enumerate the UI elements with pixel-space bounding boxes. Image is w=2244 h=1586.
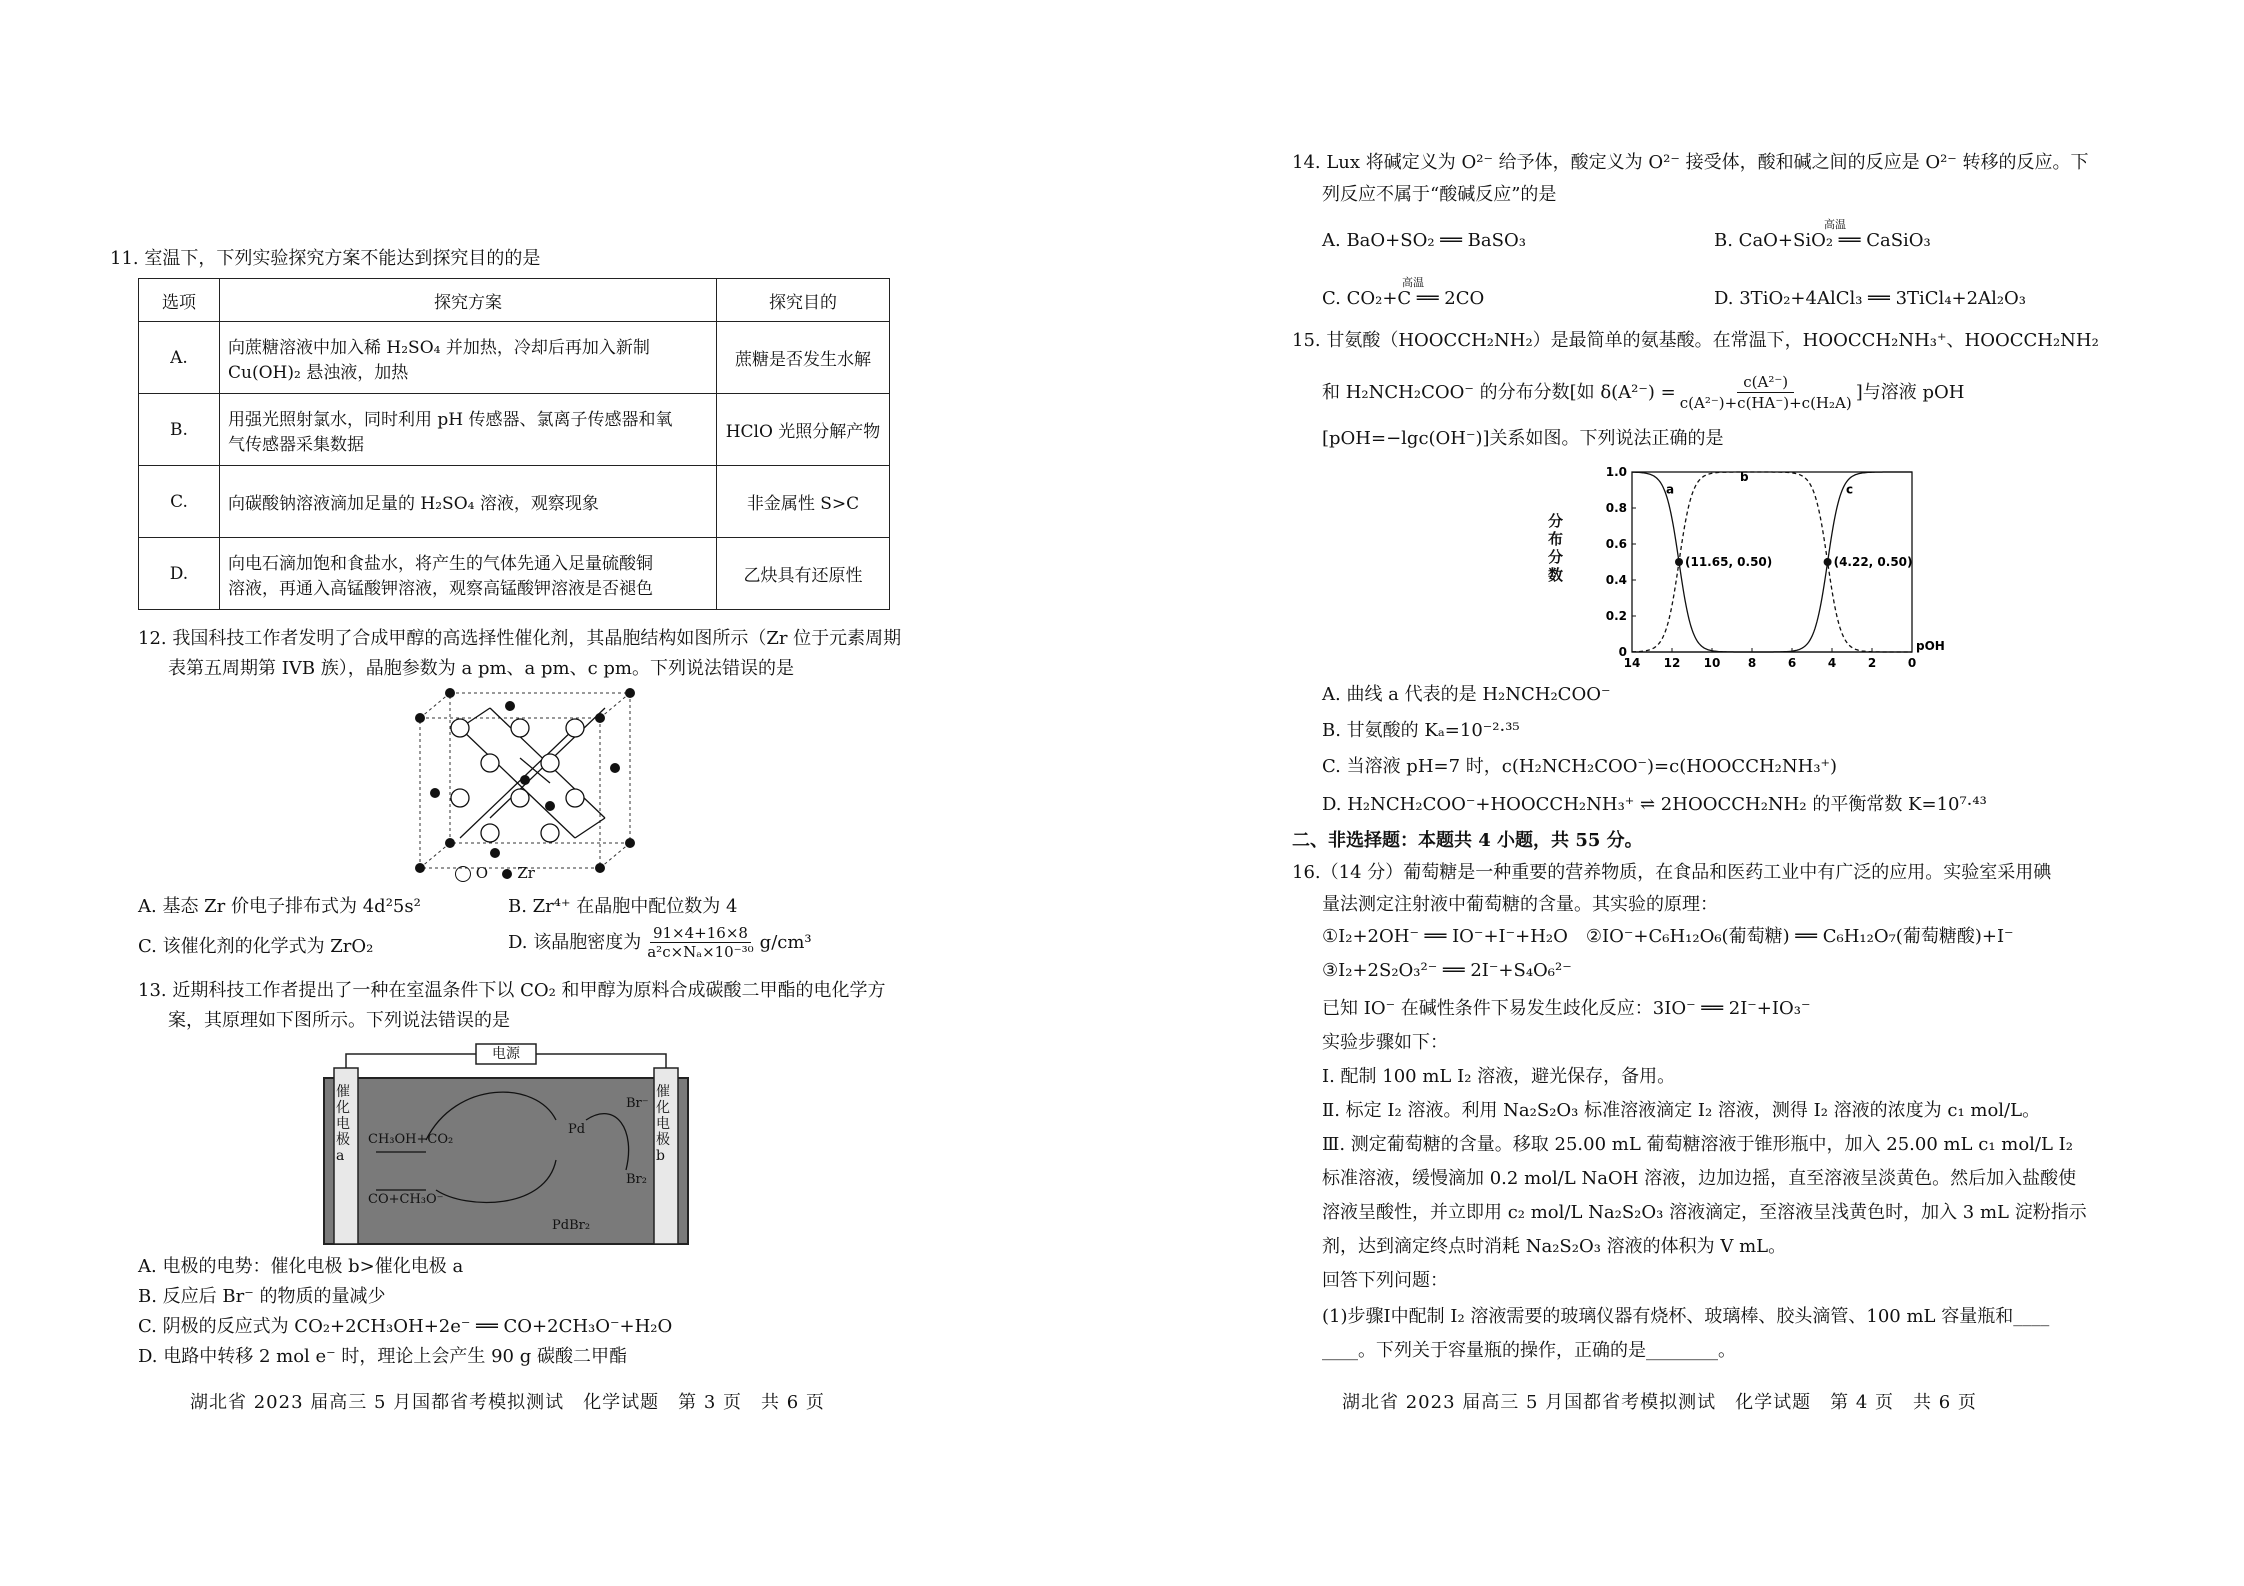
q15-stem-1: 15. 甘氨酸（HOOCCH₂NH₂）是最简单的氨基酸。在常温下，HOOCCH₂NH₃⁺、HOOCCH₂NH₂ <box>1292 330 2099 351</box>
electrolysis-figure <box>306 1040 706 1246</box>
q16-line-8: Ⅱ. 标定 I₂ 溶液。利用 Na₂S₂O₃ 标准溶液滴定 I₂ 溶液，测得 I₂ 溶液的浓度为 c₁ mol/L。 <box>1322 1100 2041 1121</box>
electrode-a-label: 催化电极a <box>336 1084 350 1164</box>
table-row <box>139 538 890 610</box>
x-tick-label: 10 <box>1703 656 1721 670</box>
x-tick-label: 0 <box>1907 656 1917 670</box>
row-goal: 蔗糖是否发生水解 <box>717 322 890 394</box>
stem2-suffix: ]与溶液 pOH <box>1855 381 1965 403</box>
product-label: CO+CH₃O⁻ <box>368 1192 444 1207</box>
oxygen-circle-icon <box>455 866 471 882</box>
q16-line-9: Ⅲ. 测定葡萄糖的含量。移取 25.00 mL 葡萄糖溶液于锥形瓶中，加入 25.00 mL c₁ mol/L I₂ <box>1322 1134 2073 1155</box>
y-tick-label: 0 <box>1618 645 1627 659</box>
q16-line-13: 回答下列问题： <box>1322 1270 1448 1291</box>
y-tick-label: 1.0 <box>1605 465 1627 479</box>
table-header-row <box>139 279 890 322</box>
y-tick-label: 0.6 <box>1605 537 1627 551</box>
pdbr2-label: PdBr₂ <box>552 1218 591 1233</box>
density-unit: g/cm³ <box>759 931 812 953</box>
q14-option-b <box>1714 218 1931 256</box>
q12-option-b: B. Zr⁴⁺ 在晶胞中配位数为 4 <box>508 896 738 917</box>
q11-table <box>138 278 890 610</box>
right-footer: 湖北省 2023 届高三 5 月国都省考模拟测试 化学试题 第 4 页 共 6 页 <box>1342 1392 1977 1413</box>
key-point <box>1675 558 1683 566</box>
stem2-prefix: 和 H₂NCH₂COO⁻ 的分布分数[如 δ(A²⁻) = <box>1322 381 1676 403</box>
fraction-denominator: a²c×Nₐ×10⁻³⁰ <box>647 943 754 961</box>
q15-option-d: D. H₂NCH₂COO⁻+HOOCCH₂NH₃⁺ ⇌ 2HOOCCH₂NH₂ 的平衡常数 K=10⁷·⁴³ <box>1322 794 1987 815</box>
density-fraction <box>647 924 753 961</box>
option-c-condition: 高温 <box>1402 276 1424 289</box>
legend-o-label: O <box>475 864 489 882</box>
q13-option-c: C. 阴极的反应式为 CO₂+2CH₃OH+2e⁻ ══ CO+2CH₃O⁻+H₂O <box>138 1316 673 1337</box>
row-plan <box>220 394 717 466</box>
q11-stem: 11. 室温下，下列实验探究方案不能达到探究目的的是 <box>110 248 541 269</box>
fraction-denominator: c(A²⁻)+c(HA⁻)+c(H₂A) <box>1679 394 1852 412</box>
q14-option-d: D. 3TiO₂+4AlCl₃ ══ 3TiCl₄+2Al₂O₃ <box>1714 288 2027 309</box>
q13-stem-2: 案，其原理如下图所示。下列说法错误的是 <box>168 1010 510 1031</box>
q16-line-6: 实验步骤如下： <box>1322 1032 1448 1053</box>
key-point-label: (4.22, 0.50) <box>1833 555 1913 569</box>
reactant-label: CH₃OH+CO₂ <box>368 1132 454 1147</box>
zirconium-dot-icon <box>502 869 512 879</box>
plan-line: 溶液，再通入高锰酸钾溶液，观察高锰酸钾溶液是否褪色 <box>228 578 653 599</box>
q16-line-3: ①I₂+2OH⁻ ══ IO⁻+I⁻+H₂O ②IO⁻+C₆H₁₂O₆(葡萄糖) ══ C₆H₁₂O₇(葡萄糖酸)+I⁻ <box>1322 926 2014 947</box>
table-row <box>139 466 890 538</box>
q15-option-c: C. 当溶液 pH=7 时，c(H₂NCH₂COO⁻)=c(HOOCCH₂NH₃⁺) <box>1322 756 1838 777</box>
x-tick-label: 2 <box>1867 656 1877 670</box>
q12-option-a: A. 基态 Zr 价电子排布式为 4d²5s² <box>138 896 421 917</box>
row-option: D. <box>139 538 220 610</box>
plan-line: 向电石滴加饱和食盐水，将产生的气体先通入足量硫酸铜 <box>228 553 653 574</box>
row-option: A. <box>139 322 220 394</box>
option-c-text: C. CO₂+C ══ 2CO <box>1322 288 1485 309</box>
q16-line-11: 溶液呈酸性，并立即用 c₂ mol/L Na₂S₂O₃ 溶液滴定，至溶液呈浅黄色时，加入 3 mL 淀粉指示 <box>1322 1202 2087 1223</box>
q16-line-4: ③I₂+2S₂O₃²⁻ ══ 2I⁻+S₄O₆²⁻ <box>1322 960 1572 981</box>
q13-stem-1: 13. 近期科技工作者提出了一种在室温条件下以 CO₂ 和甲醇为原料合成碳酸二甲酯的电化学方 <box>138 980 886 1001</box>
plan-line: 用强光照射氯水，同时利用 pH 传感器、氯离子传感器和氧 <box>228 409 673 430</box>
fraction-formula <box>1680 372 1852 413</box>
plan-line: 向蔗糖溶液中加入稀 H₂SO₄ 并加热，冷却后再加入新制 <box>228 337 650 358</box>
row-goal: 非金属性 S>C <box>717 466 890 538</box>
q14-option-a: A. BaO+SO₂ ══ BaSO₃ <box>1322 230 1526 251</box>
q15-stem-2 <box>1322 372 1964 413</box>
y-tick-label: 0.4 <box>1605 573 1627 587</box>
q16-line-5: 已知 IO⁻ 在碱性条件下易发生歧化反应：3IO⁻ ══ 2I⁻+IO₃⁻ <box>1322 998 1811 1019</box>
x-tick-label: 6 <box>1787 656 1797 670</box>
plan-line: Cu(OH)₂ 悬浊液，加热 <box>228 362 409 383</box>
header-option: 选项 <box>139 279 220 322</box>
q13-option-a: A. 电极的电势：催化电极 b>催化电极 a <box>138 1256 464 1277</box>
header-goal: 探究目的 <box>717 279 890 322</box>
x-tick-label: 8 <box>1747 656 1757 670</box>
header-plan: 探究方案 <box>220 279 717 322</box>
q12-option-d <box>508 924 812 961</box>
q14-stem-1: 14. Lux 将碱定义为 O²⁻ 给予体，酸定义为 O²⁻ 接受体，酸和碱之间的反应是 O²⁻ 转移的反应。下 <box>1292 152 2089 173</box>
table-row <box>139 394 890 466</box>
bromide-label: Br⁻ <box>626 1096 649 1111</box>
option-d-prefix: D. 该晶胞密度为 <box>508 931 642 953</box>
chart-svg <box>1542 462 1982 672</box>
left-footer: 湖北省 2023 届高三 5 月国都省考模拟测试 化学试题 第 3 页 共 6 页 <box>190 1392 825 1413</box>
y-tick-label: 0.8 <box>1605 501 1627 515</box>
bromine-label: Br₂ <box>626 1172 647 1187</box>
plan-line: 气传感器采集数据 <box>228 434 364 455</box>
distribution-chart <box>1542 462 1982 672</box>
electrolysis-svg <box>306 1040 706 1246</box>
key-point-label: (11.65, 0.50) <box>1685 555 1773 569</box>
q13-option-b: B. 反应后 Br⁻ 的物质的量减少 <box>138 1286 386 1307</box>
row-goal: HClO 光照分解产物 <box>717 394 890 466</box>
section-two-heading: 二、非选择题：本题共 4 小题，共 55 分。 <box>1292 830 1643 851</box>
q12-stem-2: 表第五周期第 IVB 族），晶胞参数为 a pm、a pm、c pm。下列说法错误的是 <box>168 658 794 679</box>
row-option: C. <box>139 466 220 538</box>
q14-stem-2: 列反应不属于“酸碱反应”的是 <box>1322 184 1557 205</box>
row-plan <box>220 322 717 394</box>
q15-option-a: A. 曲线 a 代表的是 H₂NCH₂COO⁻ <box>1322 684 1611 705</box>
series-label-c: c <box>1846 482 1854 497</box>
q16-line-10: 标准溶液，缓慢滴加 0.2 mol/L NaOH 溶液，边加边摇，直至溶液呈淡黄色。然后加入盐酸使 <box>1322 1168 2077 1189</box>
q13-option-d: D. 电路中转移 2 mol e⁻ 时，理论上会产生 90 g 碳酸二甲酯 <box>138 1346 627 1367</box>
q12-option-c: C. 该催化剂的化学式为 ZrO₂ <box>138 936 374 957</box>
table-row <box>139 322 890 394</box>
q16-line-2: 量法测定注射液中葡萄糖的含量。其实验的原理： <box>1322 894 1718 915</box>
q12-stem-1: 12. 我国科技工作者发明了合成甲醇的高选择性催化剂，其晶胞结构如图所示（Zr 位于元素周期 <box>138 628 902 649</box>
q16-line-15: ____。下列关于容量瓶的操作，正确的是________。 <box>1322 1340 1736 1361</box>
x-axis-label: pOH <box>1916 639 1945 653</box>
q14-option-c <box>1322 276 1485 314</box>
y-tick-label: 0.2 <box>1605 609 1627 623</box>
legend-zr-label: Zr <box>517 864 535 882</box>
right-page <box>1122 0 2244 1586</box>
plan-line: 向碳酸钠溶液滴加足量的 H₂SO₄ 溶液，观察现象 <box>228 494 599 514</box>
row-option: B. <box>139 394 220 466</box>
fraction-numerator: 91×4+16×8 <box>650 924 751 943</box>
power-source-label: 电源 <box>492 1046 520 1062</box>
pd-label: Pd <box>568 1122 586 1137</box>
option-b-text: B. CaO+SiO₂ ══ CaSiO₃ <box>1714 230 1931 251</box>
x-tick-label: 12 <box>1663 656 1681 670</box>
crystal-legend <box>455 858 535 888</box>
electrode-b-label: 催化电极b <box>656 1084 670 1164</box>
x-tick-label: 4 <box>1827 656 1837 670</box>
q15-stem-3: [pOH=−lgc(OH⁻)]关系如图。下列说法正确的是 <box>1322 428 1724 449</box>
q16-line-14: (1)步骤Ⅰ中配制 I₂ 溶液需要的玻璃仪器有烧杯、玻璃棒、胶头滴管、100 mL 容量瓶和____ <box>1322 1306 2050 1327</box>
q16-line-1: 16.（14 分）葡萄糖是一种重要的营养物质，在食品和医药工业中有广泛的应用。实验室采用碘 <box>1292 862 2052 883</box>
row-plan <box>220 466 717 538</box>
key-point <box>1824 558 1832 566</box>
row-plan <box>220 538 717 610</box>
row-goal: 乙炔具有还原性 <box>717 538 890 610</box>
q16-line-12: 剂，达到滴定终点时消耗 Na₂S₂O₃ 溶液的体积为 V mL。 <box>1322 1236 1787 1257</box>
q16-line-7: Ⅰ. 配制 100 mL I₂ 溶液，避光保存，备用。 <box>1322 1066 1676 1087</box>
series-label-b: b <box>1740 470 1749 484</box>
x-tick-label: 14 <box>1623 656 1641 670</box>
fraction-numerator: c(A²⁻) <box>1737 372 1794 393</box>
option-b-condition: 高温 <box>1824 218 1846 231</box>
series-label-a: a <box>1666 482 1675 497</box>
q15-option-b: B. 甘氨酸的 Kₐ=10⁻²·³⁵ <box>1322 720 1520 741</box>
chart-ylabel: 分布分数 <box>1548 512 1564 584</box>
